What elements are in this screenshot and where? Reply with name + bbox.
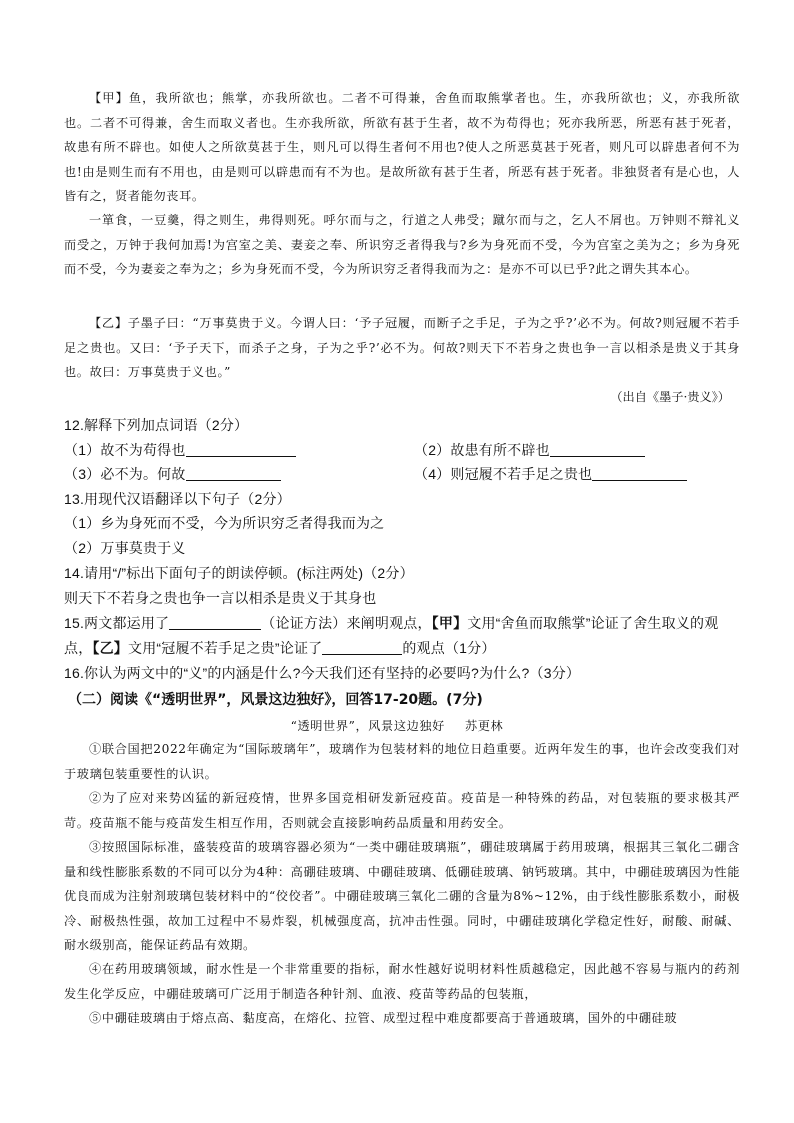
q13-item-2: （2）万事莫贵于义	[64, 540, 186, 556]
q15-line-2	[64, 638, 744, 658]
q12-row-1	[64, 440, 744, 460]
answer-blank[interactable]	[550, 442, 645, 457]
passage-jia-paragraph-2: 一箪食，一豆羹，得之则生，弗得则死。呼尔而与之，行道之人弗受；蹴尔而与之，乞人不屑也。万钟则不辩礼义而受之，万钟于我何加焉!为宫室之美、妻妾之奉、所识穷乏者得我与?乡为身死而不受，今为宫室之美为之；乡为身死而不受，今为妻妾之奉为之；乡为身死而不受，今为所识穷乏者得我而为之：是亦不可以已乎?此之谓失其本心。	[64, 213, 740, 276]
answer-blank[interactable]	[322, 640, 402, 655]
answer-blank[interactable]	[186, 442, 296, 457]
q15-text: 文用“冠履不若手足之贵”论证了	[128, 640, 323, 656]
answer-blank[interactable]	[169, 615, 261, 630]
q15-line-1	[64, 613, 744, 633]
q13-item-1: （1）乡为身死而不受，今为所识穷乏者得我而为之	[64, 515, 385, 531]
q15-text: （论证方法）来阐明观点，	[261, 615, 432, 631]
q12-item-3: （3）必不为。何故	[64, 466, 186, 482]
q13-stem: 13.用现代汉语翻译以下句子（2分）	[64, 491, 291, 507]
q12-item-4: （4）则冠履不若手足之贵也	[414, 466, 593, 482]
q15-text: 的观点（1分）	[402, 640, 496, 656]
article-paragraph-3: ③按照国际标准，盛装疫苗的玻璃容器必须为“一类中硼硅玻璃瓶”，硼硅玻璃属于药用玻璃，根据其三氧化二硼含量和线性膨胀系数的不同可以分为4种：高硼硅玻璃、中硼硅玻璃、低硼硅玻璃、钠钙玻璃。其中，中硼硅玻璃因为性能优良而成为注射剂玻璃包装材料中的“佼佼者”。中硼硅玻璃三氧化二硼的含量为8%~12%，由于线性膨胀系数小，耐极冷、耐极热性强，故加工过程中不易炸裂，机械强度高，抗冲击性强。同时，中硼硅玻璃化学稳定性好，耐酸、耐碱、耐水级别高，能保证药品有效期。	[64, 840, 740, 952]
q12-item-2: （2）故患有所不辟也	[414, 442, 550, 458]
answer-blank[interactable]	[592, 466, 687, 481]
q14-sentence: 则天下不若身之贵也争一言以相杀是贵义于其身也	[64, 590, 377, 606]
article-paragraph-1: ①联合国把2022年确定为“国际玻璃年”，玻璃作为包装材料的地位日趋重要。近两年发生的事，也许会改变我们对于玻璃包装重要性的认识。	[64, 742, 740, 781]
article-author: 苏更林	[464, 719, 504, 733]
q15-yi-mark: 【乙】	[92, 640, 129, 656]
article-title-line	[0, 717, 794, 734]
passage-source: （出自《墨子·贵义》）	[610, 390, 730, 404]
q15-jia-mark: 【甲】	[431, 615, 468, 631]
section-2-heading: （二）阅读《“透明世界”，风景这边独好》，回答17-20题。(7分)	[68, 692, 483, 708]
q12-item-1: （1）故不为苟得也	[64, 442, 186, 458]
article-paragraph-4: ④在药用玻璃领域，耐水性是一个非常重要的指标，耐水性越好说明材料性质越稳定，因此越不容易与瓶内的药剂发生化学反应，中硼硅玻璃可广泛用于制造各种针剂、血液、疫苗等药品的包装瓶，	[64, 962, 740, 1001]
q12-row-2	[64, 464, 744, 484]
article-title: “透明世界”，风景这边独好	[290, 719, 445, 733]
q15-text: 15.两文都运用了	[64, 615, 170, 631]
q16-stem: 16.你认为两文中的“义”的内涵是什么?今天我们还有坚持的必要吗?为什么?（3分）	[64, 665, 581, 681]
q12-stem: 12.解释下列加点词语（2分）	[64, 417, 249, 433]
q15-text: 点，	[64, 640, 93, 656]
article-paragraph-5: ⑤中硼硅玻璃由于熔点高、黏度高，在熔化、拉管、成型过程中难度都要高于普通玻璃，国外的中硼硅玻	[89, 1011, 678, 1025]
passage-jia-paragraph-1: 【甲】鱼，我所欲也；熊掌，亦我所欲也。二者不可得兼，舍鱼而取熊掌者也。生，亦我所欲也；义，亦我所欲也。二者不可得兼，舍生而取义者也。生亦我所欲，所欲有甚于生者，故不为苟得也；死亦我所恶，所恶有甚于死者，故患有所不辟也。如使人之所欲莫甚于生，则凡可以得生者何不用也?使人之所恶莫甚于死者，则凡可以辟患者何不为也!由是则生而有不用也，由是则可以辟患而有不为也。是故所欲有甚于生者，所恶有甚于死者。非独贤者有是心也，人皆有之，贤者能勿丧耳。	[64, 91, 740, 203]
q14-stem: 14.请用“/”标出下面句子的朗读停顿。(标注两处)（2分）	[64, 565, 414, 581]
q15-text: 文用“舍鱼而取熊掌”论证了舍生取义的观	[467, 615, 719, 631]
answer-blank[interactable]	[186, 466, 281, 481]
passage-yi-paragraph: 【乙】子墨子曰：“万事莫贵于义。今谓人曰：‘予子冠履，而断子之手足，子为之乎?’必不为。何故?则冠履不若手足之贵也。又曰：‘予子天下，而杀子之身，子为之乎?’必不为。何故?则天下不若身之贵也争一言以相杀是贵义于其身也。故曰：万事莫贵于义也。”	[64, 316, 740, 379]
article-paragraph-2: ②为了应对来势凶猛的新冠疫情，世界多国竞相研发新冠疫苗。疫苗是一种特殊的药品，对包装瓶的要求极其严苛。疫苗瓶不能与疫苗发生相互作用，否则就会直接影响药品质量和用药安全。	[64, 791, 740, 830]
